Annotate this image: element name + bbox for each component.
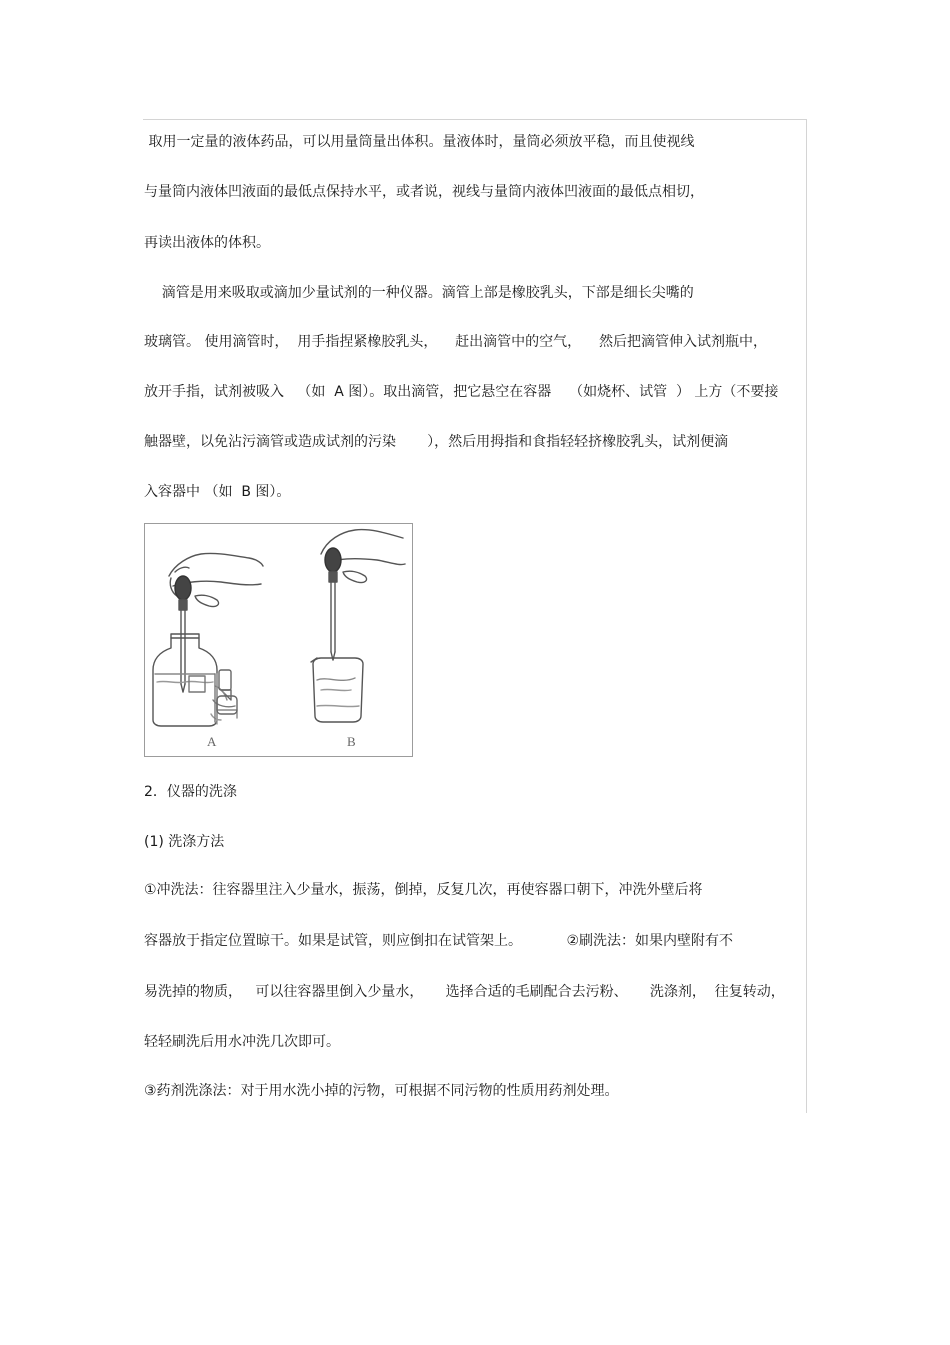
figure-label-a: A — [207, 734, 217, 749]
section-line-1: ①冲洗法：往容器里注入少量水，振荡，倒掉，反复几次，再使容器口朝下，冲洗外壁后将 — [144, 882, 703, 898]
section-heading: 2．仪器的洗涤 — [144, 784, 237, 800]
dropper-illustration — [144, 523, 413, 757]
figure-b-drawing — [311, 530, 405, 722]
paragraph-line-1: 取用一定量的液体药品，可以用量筒量出体积。量液体时，量筒必须放平稳，而且使视线 — [144, 134, 695, 150]
figure-label-b: B — [347, 734, 356, 749]
section-line-4: 轻轻刷洗后用水冲洗几次即可。 — [144, 1034, 340, 1050]
section-line-2: 容器放于指定位置晾干。如果是试管，则应倒扣在试管架上。 ②刷洗法：如果内壁附有不 — [144, 933, 734, 949]
paragraph-line-2: 与量筒内液体凹液面的最低点保持水平，或者说，视线与量筒内液体凹液面的最低点相切， — [144, 184, 704, 200]
section-subheading: (1) 洗涤方法 — [144, 834, 225, 850]
paragraph-line-3: 再读出液体的体积。 — [144, 235, 270, 251]
section-line-5: ③药剂洗涤法：对于用水洗小掉的污物，可根据不同污物的性质用药剂处理。 — [144, 1083, 619, 1099]
paragraph-line-6: 放开手指，试剂被吸入 （如 A 图）。取出滴管，把它悬空在容器 （如烧杯、试管 ） 上方（不要接 — [144, 384, 779, 400]
figure-a-drawing — [153, 553, 263, 726]
paragraph-line-8: 入容器中 （如 B 图）。 — [144, 484, 291, 500]
paragraph-line-7: 触器壁，以免沾污滴管或造成试剂的污染 ），然后用拇指和食指轻轻挤橡胶乳头，试剂便滴 — [144, 434, 729, 450]
paragraph-line-4: 滴管是用来吸取或滴加少量试剂的一种仪器。滴管上部是橡胶乳头，下部是细长尖嘴的 — [144, 285, 694, 301]
section-line-3: 易洗掉的物质， 可以往容器里倒入少量水， 选择合适的毛刷配合去污粉、 洗涤剂， 往复转动， — [144, 984, 785, 1000]
paragraph-line-5: 玻璃管。 使用滴管时， 用手指捏紧橡胶乳头， 赶出滴管中的空气， 然后把滴管伸入试剂瓶中， — [144, 334, 767, 350]
